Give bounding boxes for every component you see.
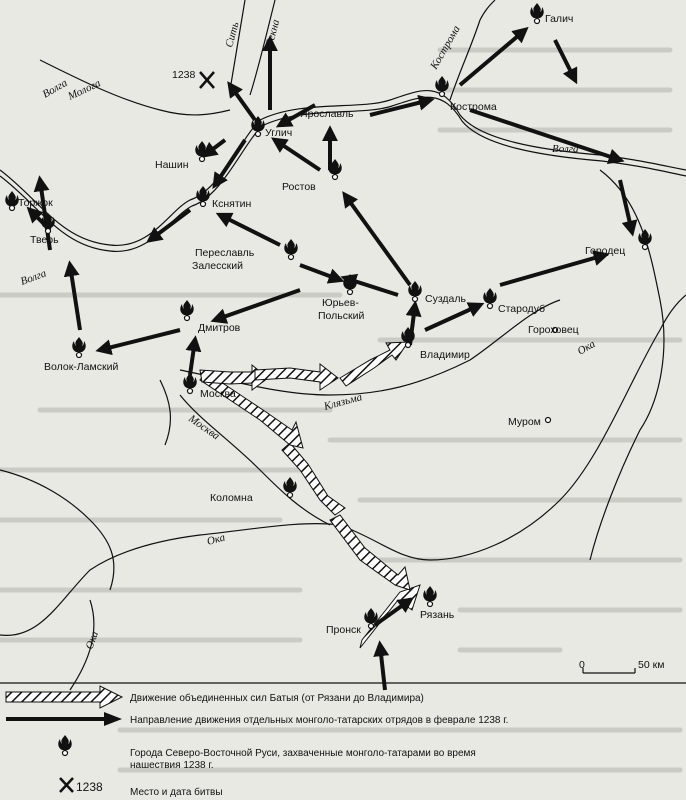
arrow-moskva-dmitrov xyxy=(190,340,195,375)
city-galich: Галич xyxy=(545,13,574,25)
volga-river-bank xyxy=(0,97,686,251)
arrow-vladimir-starodub xyxy=(425,305,480,330)
city-yuryev-line2: Польский xyxy=(318,310,365,322)
legend-text-united: Движение объединенных сил Батыя (от Рязани до Владимира) xyxy=(130,693,424,704)
arrow-galich-volga xyxy=(555,40,575,80)
city-murom: Муром xyxy=(508,416,541,428)
river-oka-sw: Ока xyxy=(83,629,102,652)
legend-battle-year: 1238 xyxy=(76,780,103,794)
legend-battle-cross-icon xyxy=(60,778,73,792)
city-yuryev-line1: Юрьев- xyxy=(322,297,359,309)
river-klyazma: Клязьма xyxy=(322,391,364,413)
hatched-arrow-7 xyxy=(340,342,408,386)
scale-distance: 50 км xyxy=(638,659,665,671)
city-ryazan: Рязань xyxy=(420,609,455,621)
city-yaroslavl: Ярославль xyxy=(300,108,354,120)
city-volok: Волок-Ламский xyxy=(44,361,119,373)
arrow-starodub-gorodets xyxy=(500,255,605,285)
arrow-pereslavl-yuryev xyxy=(300,265,340,280)
river-kostroma: Кострома xyxy=(428,23,463,72)
river-sit: Сить xyxy=(223,20,242,49)
arrow-ksnyatin-tver xyxy=(150,210,190,240)
legend-text-detachments: Направление движения отдельных монголо-татарских отрядов в феврале 1238 г. xyxy=(130,715,509,726)
legend-text-cities-1: Города Северо-Восточной Руси, захваченные монголо-татарами во время xyxy=(130,748,476,759)
arrow-pereslavl-ksnyatin xyxy=(220,215,280,245)
legend-burning-city-icon xyxy=(58,735,71,756)
city-nashin: Нашин xyxy=(155,159,189,171)
city-pereslavl xyxy=(192,247,255,272)
arrow-rostov-uglich xyxy=(275,140,320,170)
city-vladimir: Владимир xyxy=(420,349,470,361)
city-uglich: Углич xyxy=(265,127,293,139)
river-moskva: Москва xyxy=(186,412,222,443)
river-volga-east: Волга xyxy=(552,143,579,155)
legend-text-battle: Место и дата битвы xyxy=(130,787,223,798)
scale-zero: 0 xyxy=(579,659,585,671)
battle-year-label: 1238 xyxy=(172,69,196,81)
border-west xyxy=(0,470,114,590)
city-gorodets: Городец xyxy=(585,245,626,257)
city-kolomna: Коломна xyxy=(210,492,253,504)
river-leksna: Лекна xyxy=(263,18,283,49)
city-pronsk: Пронск xyxy=(326,624,361,636)
city-dmitrov: Дмитров xyxy=(198,322,241,334)
battle-cross-icon xyxy=(200,72,214,88)
arrow-kostroma-galich xyxy=(460,30,525,85)
legend-hatched-arrow-icon xyxy=(6,686,122,708)
river-mologa: Молога xyxy=(66,77,103,103)
city-rostov: Ростов xyxy=(282,181,316,193)
legend-text-cities-2: нашествия 1238 г. xyxy=(130,760,214,771)
city-suzdal: Суздаль xyxy=(425,293,466,305)
city-torzhok: Торжок xyxy=(18,197,53,209)
city-moskva: Москва xyxy=(200,388,236,400)
arrow-gorodets-down xyxy=(620,180,632,232)
arrow-suzdal-rostov xyxy=(345,195,410,285)
arrow-uglich-ksnyatin xyxy=(215,140,245,185)
city-starodub: Стародуб xyxy=(498,303,546,315)
city-pereslavl-line2: Залесский xyxy=(192,260,243,272)
city-gorokhovets: Гороховец xyxy=(528,324,579,336)
legend-solid-arrow-icon xyxy=(6,712,122,726)
scale-bar xyxy=(583,668,635,673)
city-kostroma: Кострома xyxy=(450,101,497,113)
legend xyxy=(0,683,686,798)
river-volga-nw: Волга xyxy=(40,76,70,101)
river-volga-west: Волга xyxy=(18,267,48,288)
hatched-arrow-6 xyxy=(255,364,338,390)
arrow-dmitrov-volok xyxy=(100,330,180,350)
city-yuryev xyxy=(318,297,364,322)
city-pereslavl-line1: Переславль xyxy=(195,247,255,259)
background-text-lines xyxy=(0,50,680,770)
river-oka-mid: Ока xyxy=(205,531,227,548)
city-tver: Тверь xyxy=(30,234,59,246)
river-oka-east: Ока xyxy=(575,338,598,358)
city-ksnyatin: Кснятин xyxy=(212,198,252,210)
